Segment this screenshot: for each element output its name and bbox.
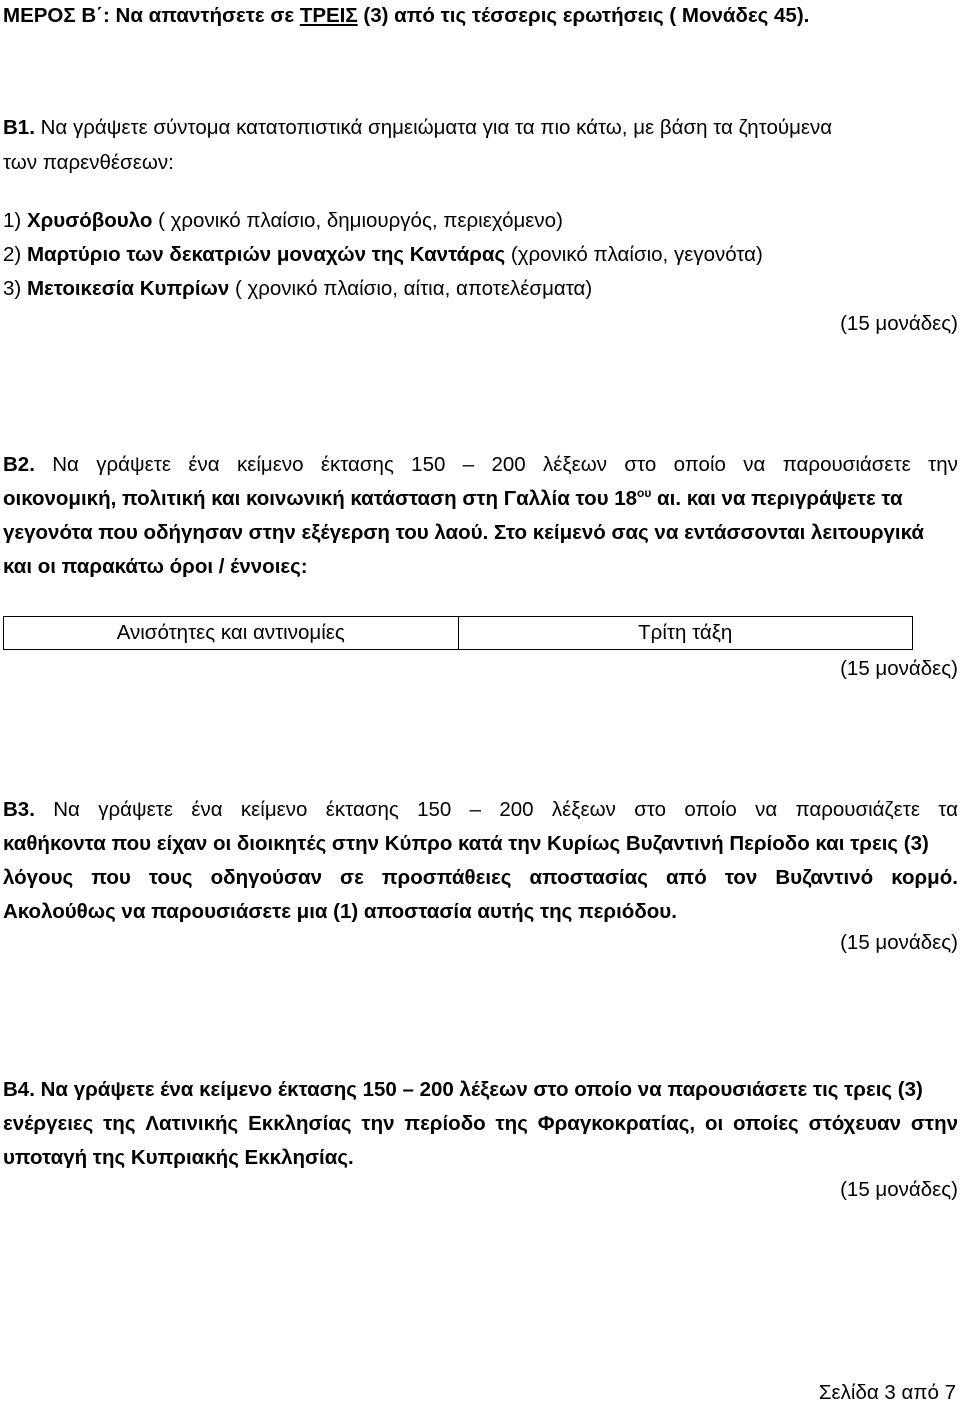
b2-line4: και οι παρακάτω όροι / έννοιες: [3,555,308,578]
b3-line3 [3,865,958,891]
b3-line1-words: Β3. Να γράψετε ένα κείμενο έκτασης 150 – 200 λέξεων στο οποίο να παρουσιάζετε τα [3,798,958,821]
b3-line2: καθήκοντα που είχαν οι διοικητές στην Κύπρο κατά την Κυρίως Βυζαντινή Περίοδο και τρεις (3) [3,832,929,855]
b2-label: Β2. [3,453,35,476]
b2-line3: γεγονότα που οδήγησαν στην εξέγερση του λαού. Στο κείμενό σας να εντάσσονται λειτουργικά [3,521,924,544]
b4-line2-words: ενέργειες της Λατινικής Εκκλησίας την περίοδο της Φραγκοκρατίας, οι οποίες στόχευαν στην [3,1112,958,1135]
b2-marks: (15 μονάδες) [840,657,958,680]
b3-marks: (15 μονάδες) [840,931,958,954]
b3-line4: Ακολούθως να παρουσιάσετε μια (1) αποστασία αυτής της περιόδου. [3,900,677,923]
b2-line1-words: Β2. Να γράψετε ένα κείμενο έκτασης 150 – 200 λέξεων στο οποίο να παρουσιάσετε την [3,453,958,476]
b1-intro-line2: των παρενθέσεων: [3,151,174,174]
b2-line2: οικονομική, πολιτική και κοινωνική κατάσταση στη Γαλλία του $18^{o\upsilon}$ αι. και να περιγράψετε τα [3,486,903,510]
b4-line2 [3,1111,958,1137]
b1-item-1: 1) Χρυσόβουλο ( χρονικό πλαίσιο, δημιουργός, περιεχόμενο) [3,209,563,232]
b1-marks: (15 μονάδες) [840,312,958,335]
b2-term-1: Ανισότητες και αντινομίες [116,621,345,644]
page-number: Σελίδα 3 από 7 [818,1381,956,1404]
b4-line3: υποταγή της Κυπριακής Εκκλησίας. [3,1146,354,1169]
b2-term-2: Τρίτη τάξη [458,617,913,649]
b2-line1 [3,452,958,478]
part-heading-three: ΤΡΕΙΣ [299,4,358,27]
b1-item-2: 2) Μαρτύριο των δεκατριών μοναχών της Καντάρας (χρονικό πλαίσιο, γεγονότα) [3,243,763,266]
b1-item-3: 3) Μετοικεσία Κυπρίων ( χρονικό πλαίσιο, αίτια, αποτελέσματα) [3,277,593,300]
b3-line1 [3,797,958,823]
b3-line3-words: λόγους που τους οδηγούσαν σε προσπάθειες αποστασίας από τον Βυζαντινό κορμό. [3,866,958,889]
b1-label: Β1. [3,116,35,139]
b4-marks: (15 μονάδες) [840,1178,958,1201]
b4-label: Β4. [3,1078,35,1101]
b2-superscript: ου [637,486,652,500]
b1-intro-line1: Β1. Να γράψετε σύντομα κατατοπιστικά σημειώματα για τα πιο κάτω, με βάση τα ζητούμενα [3,116,833,139]
part-heading: ΜΕΡΟΣ Β΄: Να απαντήσετε σε ΤΡΕΙΣ (3) από τις τέσσερις ερωτήσεις ( Μονάδες 45). [3,4,810,27]
b2-terms-table [3,616,913,650]
b4-line1: Β4. Να γράψετε ένα κείμενο έκτασης 150 – 200 λέξεων στο οποίο να παρουσιάσετε τις τρεις (3) [3,1078,923,1101]
b3-label: Β3. [3,798,35,821]
